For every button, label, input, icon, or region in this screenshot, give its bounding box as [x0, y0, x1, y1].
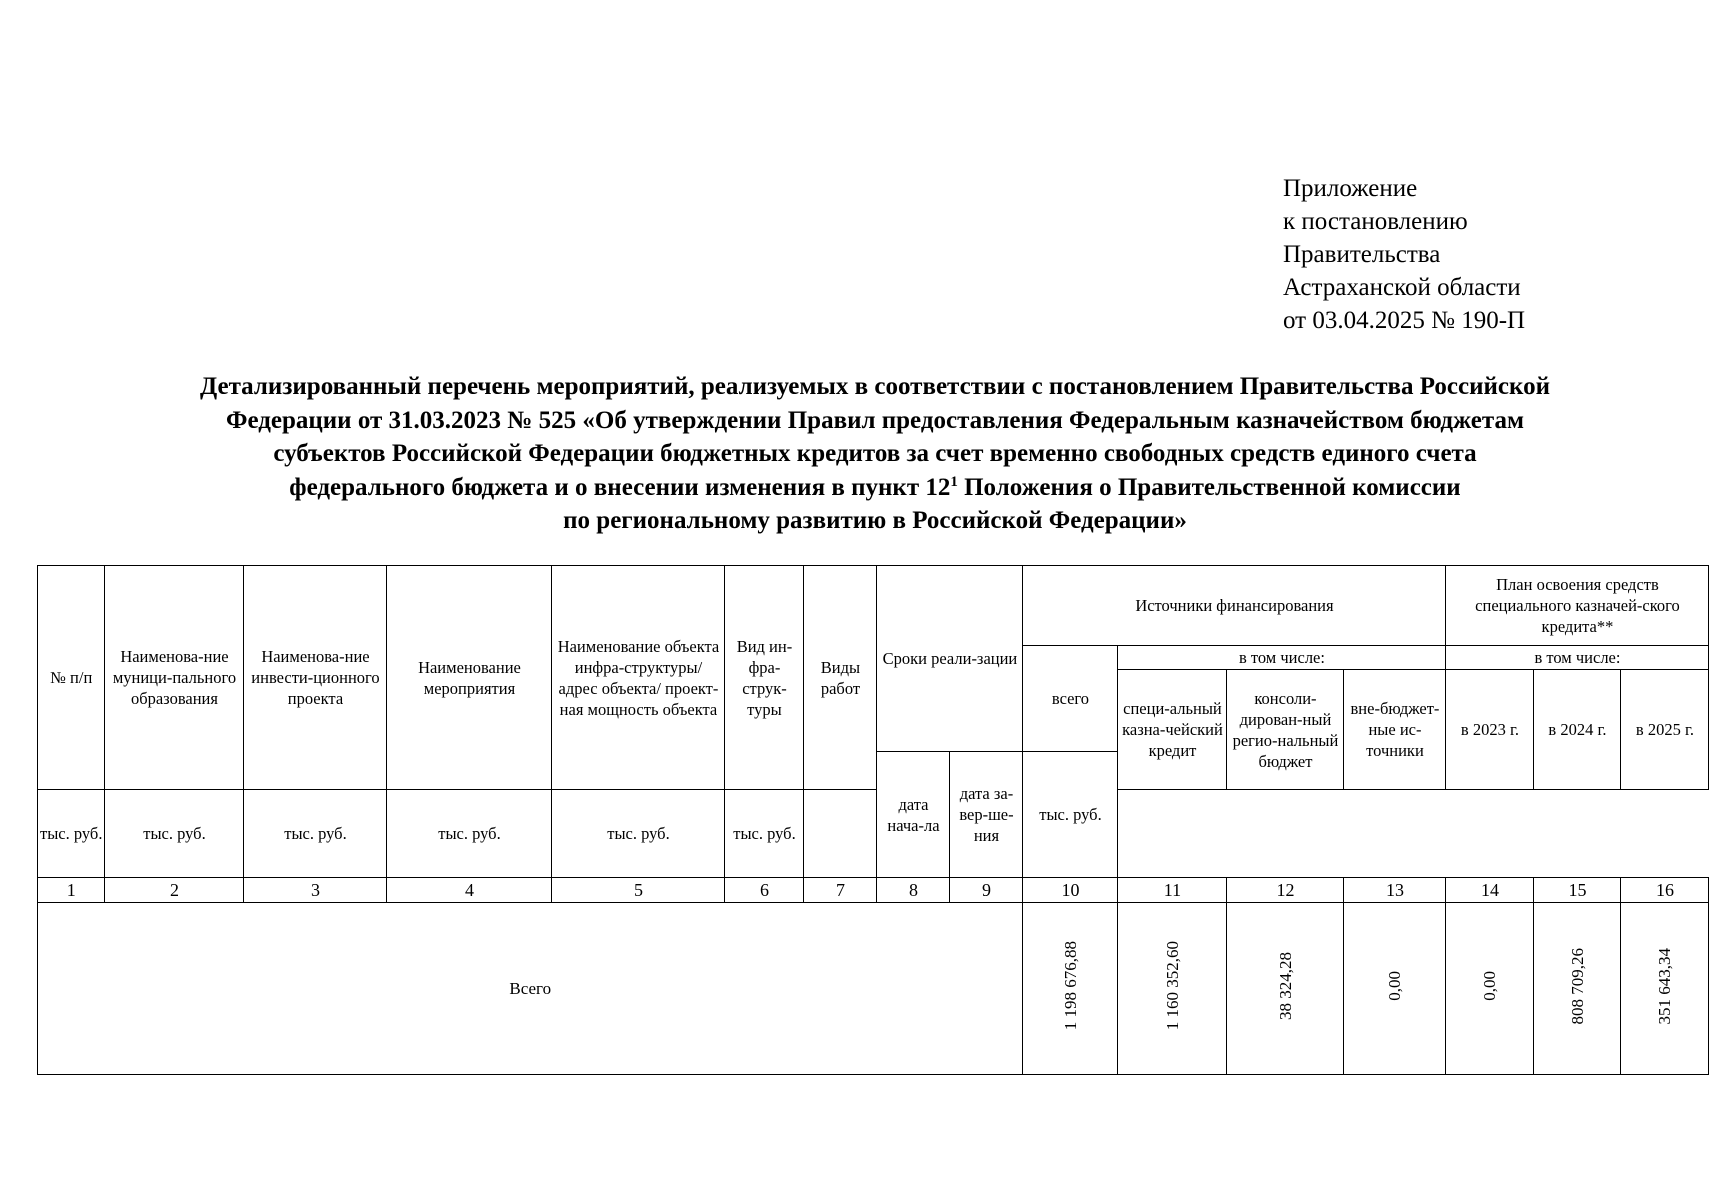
header-work-type: Виды работ — [804, 566, 877, 790]
total-cell — [1227, 903, 1344, 1075]
column-number: 14 — [1446, 878, 1534, 903]
total-value: 808 709,26 — [1567, 947, 1587, 1025]
column-numbers-row — [38, 878, 1709, 903]
total-value: 351 643,34 — [1655, 947, 1675, 1025]
header-project: Наименова-ние инвести-ционного проекта — [244, 566, 387, 790]
header-municipality: Наименова-ние муници-пального образования — [105, 566, 244, 790]
total-cell — [1446, 903, 1534, 1075]
appendix-block — [1283, 172, 1525, 337]
title-line-part: федерального бюджета и о внесении изменения в пункт 12 — [289, 473, 951, 501]
column-number: 7 — [804, 878, 877, 903]
column-number: 13 — [1344, 878, 1446, 903]
title-line — [100, 471, 1650, 505]
header-including: в том числе: — [1446, 646, 1709, 670]
unit-label: тыс. руб. — [1023, 752, 1118, 878]
header-start-date: дата нача-ла — [877, 752, 950, 878]
document-title — [100, 370, 1650, 538]
column-number: 2 — [105, 878, 244, 903]
column-number: 10 — [1023, 878, 1118, 903]
title-superscript: 1 — [950, 473, 958, 490]
column-number: 8 — [877, 878, 950, 903]
appendix-line: Астраханской области — [1283, 274, 1521, 301]
title-line: Федерации от 31.03.2023 № 525 «Об утверждении Правил предоставления Федеральным казначейством бюджетам — [225, 406, 1524, 434]
total-label: Всего — [38, 903, 1023, 1075]
column-number: 4 — [387, 878, 552, 903]
title-line: Детализированный перечень мероприятий, реализуемых в соответствии с постановлением Правительства Российской — [200, 373, 1550, 400]
header-year-2024: в 2024 г. — [1534, 670, 1621, 790]
appendix-line: от 03.04.2025 № 190-П — [1283, 307, 1526, 334]
total-cell — [1534, 903, 1621, 1075]
column-number: 12 — [1227, 878, 1344, 903]
measures-table — [37, 565, 1709, 1075]
header-object: Наименование объекта инфра-структуры/ адрес объекта/ проект-ная мощность объекта — [552, 566, 725, 790]
column-number: 1 — [38, 878, 105, 903]
total-cell — [1344, 903, 1446, 1075]
total-cell — [1023, 903, 1118, 1075]
unit-label: тыс. руб. — [387, 790, 552, 878]
unit-label: тыс. руб. — [105, 790, 244, 878]
column-number: 6 — [725, 878, 804, 903]
header-total: всего — [1023, 646, 1118, 752]
header-consolidated-budget: консоли-дирован-ный регио-нальный бюджет — [1227, 670, 1344, 790]
header-num: № п/п — [38, 566, 105, 790]
header-plan: План освоения средств специального казначей-ского кредита** — [1446, 566, 1709, 646]
header-measure: Наименование мероприятия — [387, 566, 552, 790]
header-terms: Сроки реали-зации — [877, 566, 1023, 752]
total-value: 38 324,28 — [1275, 952, 1295, 1020]
column-number: 15 — [1534, 878, 1621, 903]
appendix-line: Правительства — [1283, 241, 1441, 268]
appendix-line: Приложение — [1283, 175, 1418, 202]
column-number: 11 — [1118, 878, 1227, 903]
header-special-credit: специ-альный казна-чейский кредит — [1118, 670, 1227, 790]
title-line: субъектов Российской Федерации бюджетных кредитов за счет временно свободных средств единого счета — [273, 440, 1477, 467]
total-value: 0,00 — [1480, 971, 1500, 1001]
total-value: 0,00 — [1385, 971, 1405, 1001]
unit-label: тыс. руб. — [244, 790, 387, 878]
header-extrabudgetary: вне-бюджет-ные ис-точники — [1344, 670, 1446, 790]
unit-label: тыс. руб. — [38, 790, 105, 878]
total-cell — [1118, 903, 1227, 1075]
header-including: в том числе: — [1118, 646, 1446, 670]
column-number: 5 — [552, 878, 725, 903]
header-infra-type: Вид ин-фра-струк-туры — [725, 566, 804, 790]
total-cell — [1621, 903, 1709, 1075]
header-funding: Источники финансирования — [1023, 566, 1446, 646]
column-number: 9 — [950, 878, 1023, 903]
total-row — [38, 903, 1709, 1075]
title-line-part: Положения о Правительственной комиссии — [957, 473, 1461, 501]
unit-label: тыс. руб. — [552, 790, 725, 878]
unit-label: тыс. руб. — [725, 790, 804, 878]
total-value: 1 198 676,88 — [1060, 941, 1080, 1031]
header-end-date: дата за-вер-ше-ния — [950, 752, 1023, 878]
total-value: 1 160 352,60 — [1162, 941, 1182, 1031]
column-number: 16 — [1621, 878, 1709, 903]
title-line: по региональному развитию в Российской Федерации» — [563, 507, 1187, 534]
appendix-line: к постановлению — [1283, 208, 1468, 235]
column-number: 3 — [244, 878, 387, 903]
header-year-2025: в 2025 г. — [1621, 670, 1709, 790]
header-year-2023: в 2023 г. — [1446, 670, 1534, 790]
